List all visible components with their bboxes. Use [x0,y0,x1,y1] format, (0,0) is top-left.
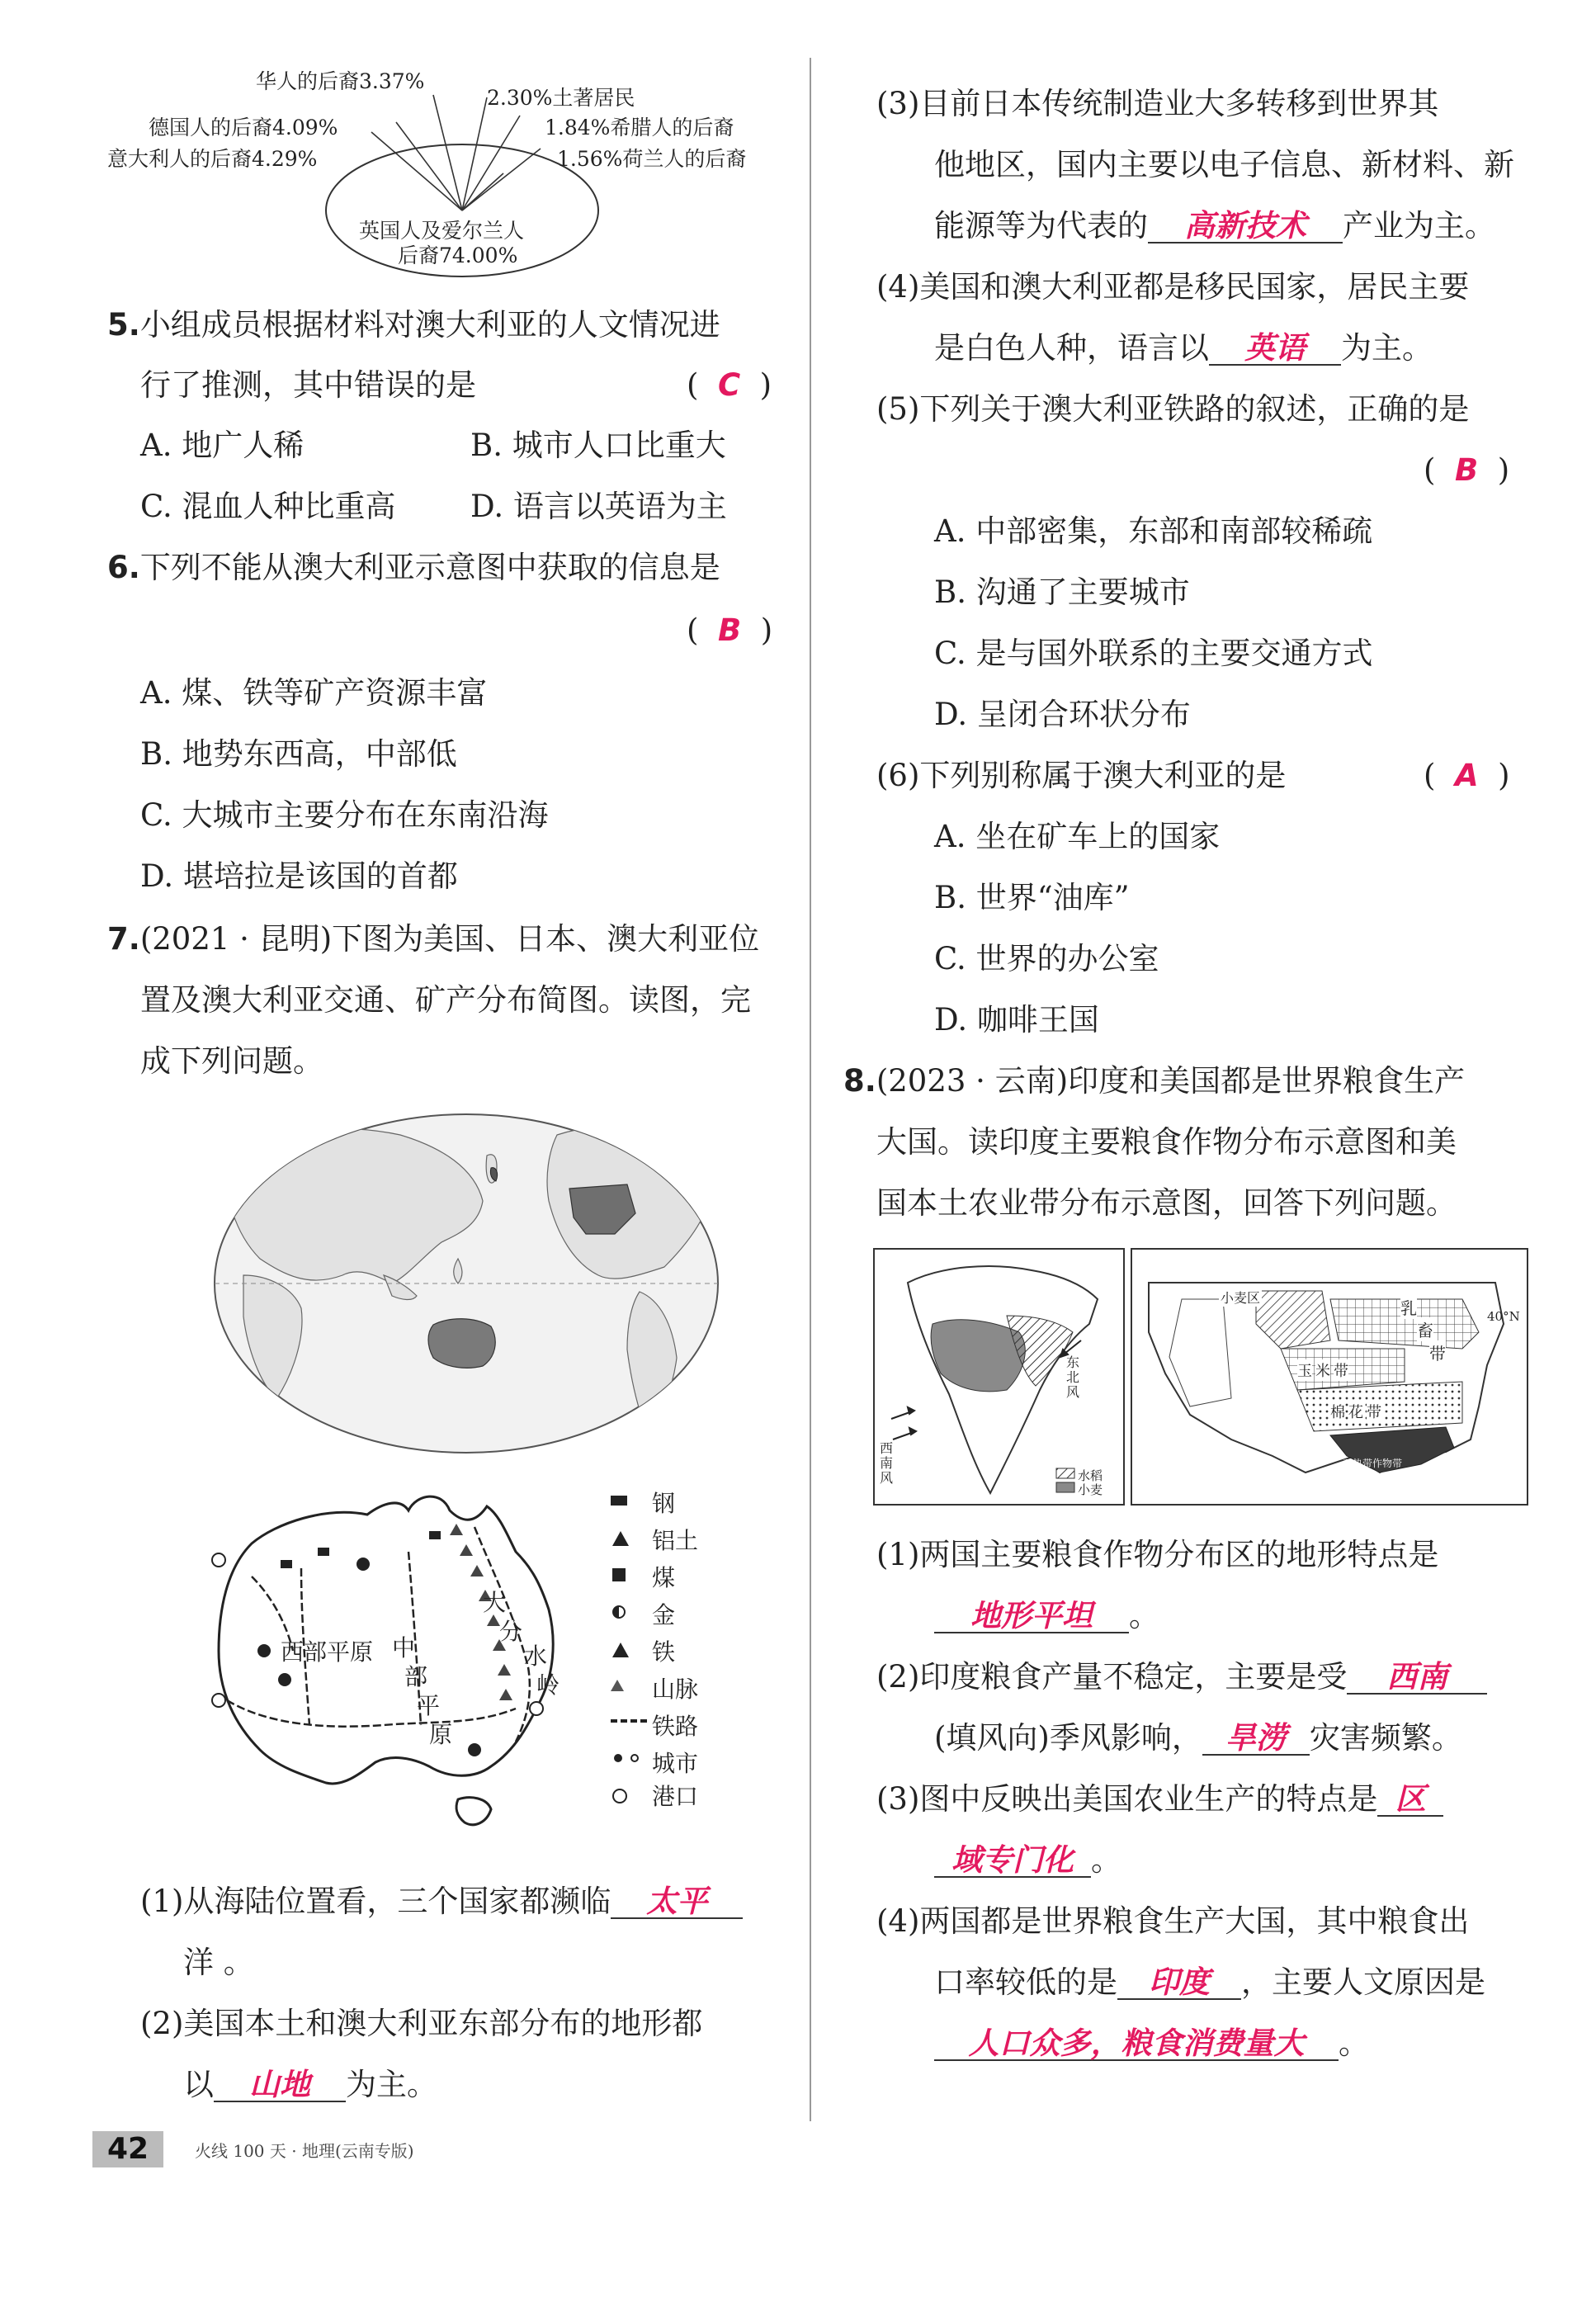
q8-sub4-answer: 印度 [1149,1964,1210,2000]
q7-sub5-stem: (5)下列关于澳大利亚铁路的叙述，正确的是 [876,391,1470,427]
q5-option-d: D. 语言以英语为主 [470,489,727,524]
world-map-svg [210,1110,722,1457]
legend-port: 港口 [652,1783,699,1810]
q8-sub4-blank2 [934,2028,1339,2061]
q8-sub3-answer2: 域专门化 [951,1842,1074,1878]
aus-label-range-2: 分 [499,1618,523,1645]
usa-agri-belt-map [1131,1248,1528,1506]
india-label-ne-monsoon: 东北风 [1066,1354,1080,1400]
q8-sub3-line1 [876,1781,1443,1818]
q5-option-b: B. 城市人口比重大 [470,428,726,463]
india-crop-map [873,1248,1125,1506]
coal-icon [612,1568,626,1581]
q7-sub5-answer-parens: ( B ) [1424,452,1510,488]
q5-stem-line1 [107,307,720,343]
q7-sub4-blank [1209,330,1341,366]
q8-sub3-prefix: (3)图中反映出美国农业生产的特点是 [876,1781,1378,1817]
q7-sub5-answer: B [1454,452,1479,488]
aus-label-central-3: 平 [417,1692,441,1719]
q8-number: 8. [843,1063,876,1099]
port-icon [612,1789,627,1803]
q7-sub3-line3 [934,208,1495,244]
q8-sub2-mid: (填风向)季风影响， [934,1720,1202,1756]
usa-label-cotton-1: 棉 [1330,1401,1345,1422]
legend-iron: 铁 [652,1638,676,1666]
pie-label-british-2: 后裔74.00% [398,243,518,267]
q5-stem1: 小组成员根据材料对澳大利亚的人文情况进 [139,307,720,343]
india-map-svg [875,1250,1123,1504]
q8-sub4-line3 [934,2026,1369,2062]
q8-stem1: (2023 · 云南)印度和美国都是世界粮食生产 [876,1063,1466,1099]
q6-stem1: 下列不能从澳大利亚示意图中获取的信息是 [139,550,720,585]
q6-option-d: D. 堪培拉是该国的首都 [140,858,458,894]
q7-sub4-line2 [934,330,1433,366]
q7-sub3-answer: 高新技术 [1184,208,1306,243]
usa-label-corn-2: 米 [1315,1359,1330,1381]
q7-sub1-line1 [140,1884,743,1920]
iron-icon [612,1643,629,1657]
city-small-icon [630,1754,639,1762]
q8-sub3-line2 [934,1842,1121,1879]
q8-sub1-line2 [934,1598,1159,1634]
aus-label-central-2: 部 [404,1663,428,1690]
q7-sub6-option-c: C. 世界的办公室 [934,941,1159,976]
q7-number: 7. [107,921,140,957]
usa-label-dairy-1: 乳 [1400,1295,1417,1319]
q7-sub2-suffix: 为主。 [346,2067,437,2102]
pie-label-german: 德国人的后裔4.09% [149,116,338,139]
q6-option-c: C. 大城市主要分布在东南沿海 [140,797,549,833]
city-icon [614,1754,622,1762]
q8-sub4-suffix: 。 [1339,2026,1369,2061]
q7-sub3-blank [1148,210,1343,243]
q8-sub4-mid: ，主要人文原因是 [1241,1964,1485,2000]
q8-sub3-suffix: 。 [1091,1842,1121,1878]
usa-label-lat: 40°N [1487,1309,1520,1324]
india-label-sw-monsoon: 西南风 [880,1440,894,1486]
q7-sub5-option-b: B. 沟通了主要城市 [934,574,1190,610]
q7-sub4-prefix: 是白色人种，语言以 [934,330,1209,366]
australia-highlight [428,1319,495,1368]
usa-label-cotton-3: 带 [1367,1401,1381,1422]
q7-sub5-option-d: D. 呈闭合环状分布 [934,697,1191,732]
q8-sub4-line1: (4)两国都是世界粮食生产大国，其中粮食出 [876,1903,1470,1939]
aus-label-central-4: 原 [429,1721,453,1748]
q7-stem1: (2021 · 昆明)下图为美国、日本、澳大利亚位 [139,921,760,957]
pie-label-dutch: 1.56%荷兰人的后裔 [557,147,747,171]
book-title-footer: 火线 100 天 · 地理(云南专版) [195,2141,414,2161]
usa-label-wheat: 小麦区 [1219,1288,1262,1307]
gold-icon [612,1605,626,1619]
aus-label-central-1: 中 [392,1634,416,1662]
usa-label-cotton-2: 花 [1348,1401,1363,1422]
q6-answer: B [717,612,742,648]
q8-sub4-blank [1117,1964,1241,2000]
q8-sub3-blank2 [934,1842,1091,1878]
mountain-icon [611,1680,624,1691]
q8-sub2-suffix: 灾害频繁。 [1309,1720,1462,1756]
legend-city: 城市 [652,1750,699,1777]
q7-sub6-option-d: D. 咖啡王国 [934,1002,1099,1038]
q7-sub3-line2: 他地区，国内主要以电子信息、新材料、新 [934,147,1514,182]
q7-sub5-option-c: C. 是与国外联系的主要交通方式 [934,636,1373,671]
q5-stem-line2: 行了推测，其中错误的是 [140,367,476,403]
q7-sub3-line1: (3)目前日本传统制造业大多转移到世界其 [876,86,1439,121]
ethnic-composition-figure [99,69,809,289]
q6-answer-parens: ( B ) [687,612,773,648]
column-divider [810,58,811,2121]
q7-sub6-option-a: A. 坐在矿车上的国家 [934,819,1221,854]
q8-sub2-prefix: (2)印度粮食产量不稳定，主要是受 [876,1659,1348,1695]
legend-mountain: 山脉 [652,1676,699,1703]
aus-label-range-3: 水 [524,1643,548,1670]
pie-label-chinese: 华人的后裔3.37% [256,69,425,93]
australia-map [202,1477,730,1841]
q8-sub2-blank2 [1202,1720,1310,1756]
q7-sub2-line1: (2)美国本土和澳大利亚东部分布的地形都 [140,2006,703,2041]
q8-sub2-answer: 西南 [1386,1659,1448,1695]
steel-icon [611,1496,627,1506]
q8-sub3-answer: 区 [1395,1781,1426,1817]
q6-option-b: B. 地势东西高，中部低 [140,736,457,772]
q5-option-a: A. 地广人稀 [140,428,305,463]
india-legend-rice: 水稻 [1078,1468,1103,1483]
aus-map-legend [611,1486,726,1832]
q8-sub1-suffix: 。 [1129,1598,1159,1633]
q7-sub3-prefix: 能源等为代表的 [934,208,1148,243]
q5-option-c: C. 混血人种比重高 [140,489,396,524]
pie-label-aboriginal: 2.30%土著居民 [487,86,635,110]
q7-sub2-line2 [183,2067,437,2103]
aus-label-western-plain: 西部平原 [281,1638,374,1666]
legend-bauxite: 铝土 [652,1527,699,1554]
usa-label-corn-1: 玉 [1297,1359,1312,1381]
pie-label-british-1: 英国人及爱尔兰人 [359,219,525,243]
q8-sub4-line2 [934,1964,1485,2001]
q7-sub1-answer: 太平 [646,1884,708,1919]
q6-number: 6. [107,550,140,585]
aus-label-range-1: 大 [483,1589,507,1616]
legend-steel: 钢 [652,1490,676,1517]
q8-sub2-line1 [876,1659,1487,1695]
q8-sub2-blank [1347,1659,1487,1695]
q7-stem-line1 [107,921,759,957]
q7-sub5-option-a: A. 中部密集，东部和南部较稀疏 [934,513,1373,549]
q6-stem-line1 [107,550,720,586]
q8-sub4-answer2: 人口众多，粮食消费量大 [968,2026,1305,2061]
pie-label-italian: 意大利人的后裔4.29% [107,147,318,171]
q7-sub4-line1: (4)美国和澳大利亚都是移民国家，居民主要 [876,269,1470,305]
q8-stem-line1 [843,1063,1465,1099]
aus-label-range-4: 岭 [536,1671,560,1699]
legend-railway: 铁路 [652,1713,699,1740]
q8-sub1-blank [934,1600,1129,1633]
legend-coal: 煤 [652,1564,676,1591]
q8-stem-line2: 大国。读印度主要粮食作物分布示意图和美 [876,1124,1457,1160]
q7-sub1-text: (1)从海陆位置看，三个国家都濒临 [140,1884,611,1919]
world-map [210,1110,722,1457]
q8-sub3-blank [1377,1781,1443,1817]
pie-label-greek: 1.84%希腊人的后裔 [545,116,734,139]
q5-answer-parens: ( C ) [687,367,772,403]
q8-sub4-prefix: 口率较低的是 [934,1964,1117,2000]
q7-stem-line3: 成下列问题。 [140,1043,323,1079]
india-legend-wheat: 小麦 [1078,1482,1103,1497]
q8-sub2-line2 [934,1720,1462,1756]
q7-stem-line2: 置及澳大利亚交通、矿产分布简图。读图，完 [140,982,751,1018]
usa-label-subtropical: 亚热带作物带 [1343,1458,1403,1469]
q7-sub2-answer: 山地 [249,2067,310,2102]
q7-sub4-answer: 英语 [1244,330,1306,366]
bauxite-icon [612,1531,629,1546]
q7-sub1-blank [611,1886,743,1919]
q7-sub4-suffix: 为主。 [1341,330,1433,366]
q7-sub1-line2: 洋 。 [183,1945,254,1980]
usa-label-dairy-3: 带 [1429,1340,1446,1364]
q7-sub6-answer: A [1454,758,1479,793]
usa-label-dairy-2: 畜 [1417,1317,1433,1341]
q7-sub2-blank [214,2069,346,2102]
q8-stem-line3: 国本土农业带分布示意图，回答下列问题。 [876,1185,1457,1221]
q8-sub1-line1: (1)两国主要粮食作物分布区的地形特点是 [876,1537,1439,1572]
q8-sub2-answer2: 旱涝 [1225,1720,1287,1756]
q5-answer: C [717,367,741,403]
q5-number: 5. [107,307,140,343]
q6-option-a: A. 煤、铁等矿产资源丰富 [140,675,488,711]
usa-label-corn-3: 带 [1334,1359,1348,1381]
q8-sub1-answer: 地形平坦 [970,1598,1093,1633]
q7-sub6-stem: (6)下列别称属于澳大利亚的是 [876,758,1287,793]
page-number: 42 [92,2131,163,2167]
q7-sub3-suffix: 产业为主。 [1343,208,1495,243]
q7-sub6-answer-parens: ( A ) [1424,758,1510,793]
q7-sub6-option-b: B. 世界“油库” [934,880,1130,915]
railway-icon [611,1719,647,1723]
legend-gold: 金 [652,1601,676,1628]
q7-sub2-prefix: 以 [183,2067,214,2102]
